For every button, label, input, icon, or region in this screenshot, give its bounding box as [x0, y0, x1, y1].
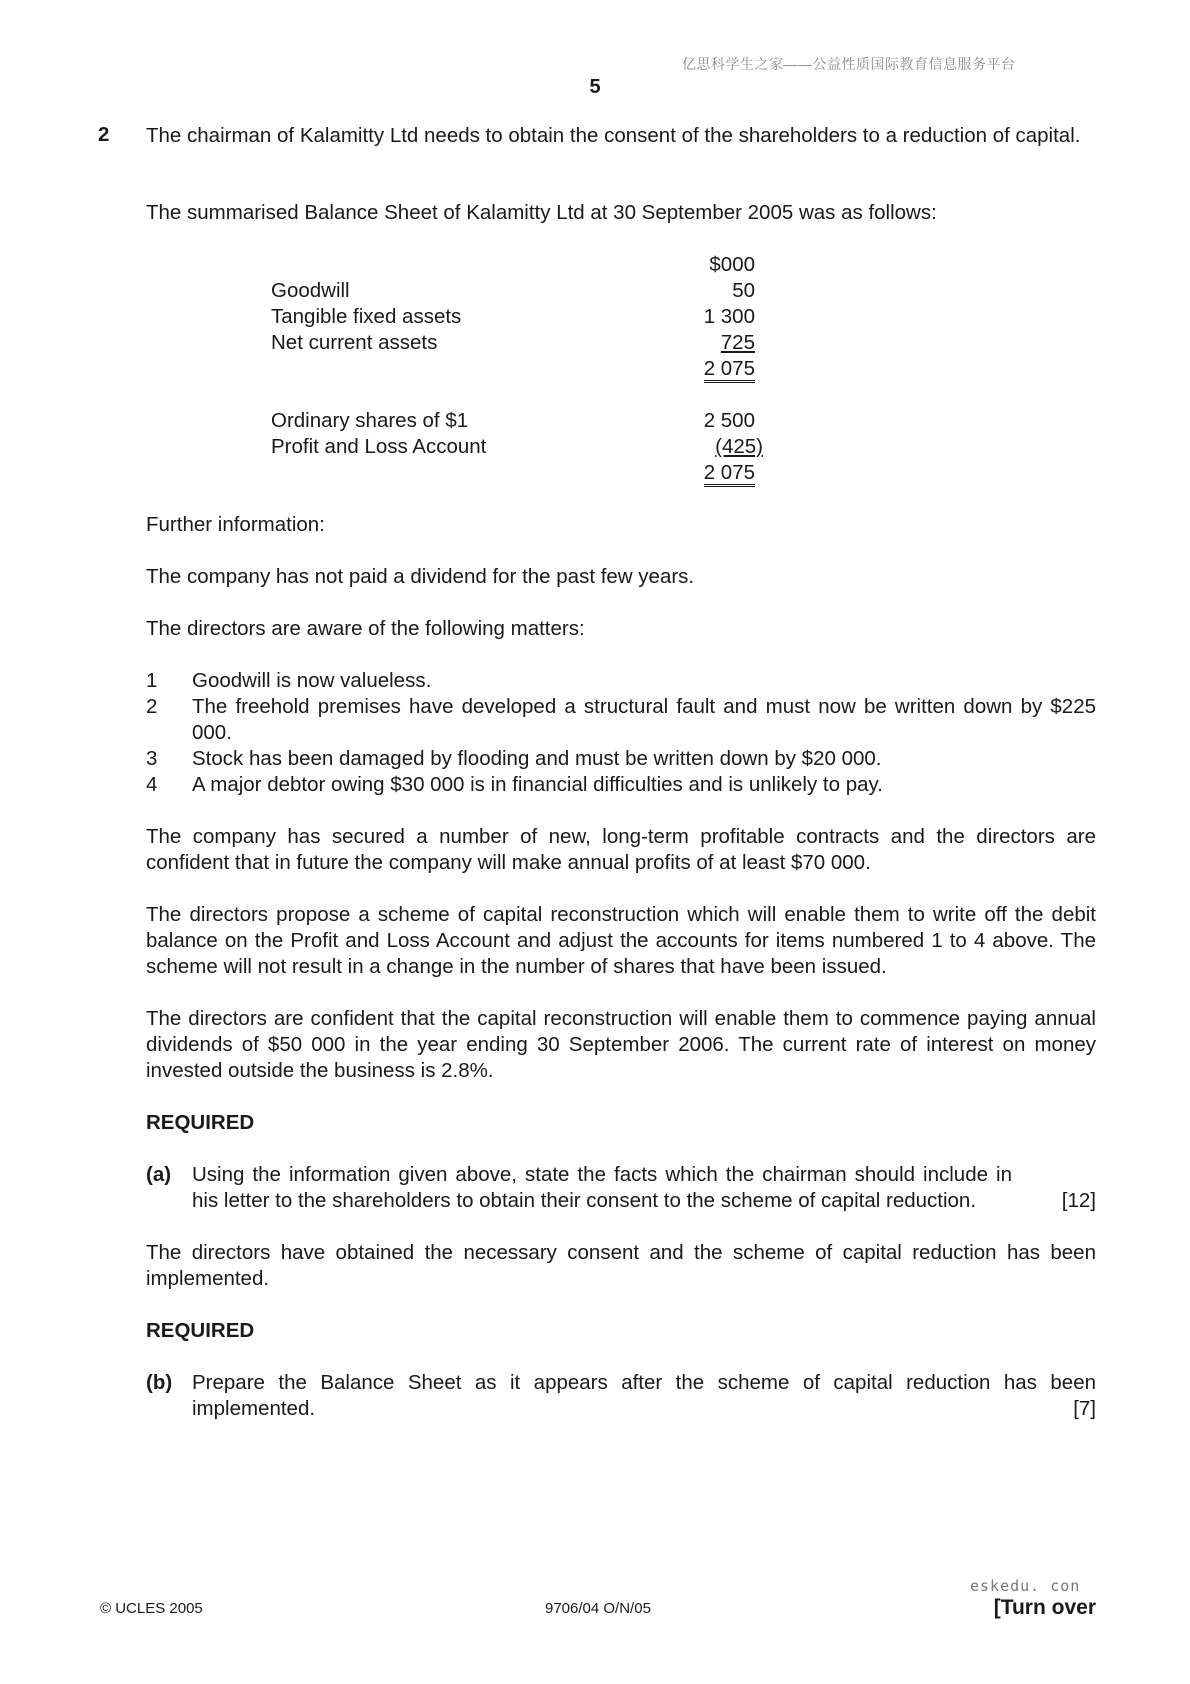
- contracts-paragraph: The company has secured a number of new, long-term profitable contracts and the directors are confident that in future the company will make annual profits of at least $70 000.: [146, 825, 1096, 874]
- required-heading-a: REQUIRED: [146, 1111, 255, 1134]
- list-item-text: A major debtor owing $30 000 is in financial difficulties and is unlikely to pay.: [192, 773, 883, 796]
- footer-code: 9706/04 O/N/05: [545, 1600, 651, 1617]
- footer-site-watermark: eskedu. con: [970, 1577, 1081, 1595]
- capital-total: 2 075: [704, 461, 755, 487]
- part-a-text-wrap: [192, 1162, 1096, 1214]
- page-number: 5: [589, 76, 601, 98]
- asset-label-goodwill: Goodwill: [271, 279, 350, 302]
- balance-sheet-intro: The summarised Balance Sheet of Kalamitty Ltd at 30 September 2005 was as follows:: [146, 201, 937, 224]
- required-heading-b: REQUIRED: [146, 1319, 255, 1342]
- asset-amount-goodwill: 50: [732, 279, 755, 302]
- list-item-number: 2: [146, 695, 158, 718]
- consent-paragraph: The directors have obtained the necessary consent and the scheme of capital reduction has been implemented.: [146, 1241, 1096, 1290]
- list-item-text: Goodwill is now valueless.: [192, 669, 432, 692]
- footer-copyright: © UCLES 2005: [100, 1600, 203, 1617]
- assets-total-wrap: [640, 356, 755, 382]
- assets-total: 2 075: [704, 357, 755, 383]
- asset-label-net-current: Net current assets: [271, 331, 438, 354]
- currency-header: $000: [709, 253, 755, 276]
- capital-amount-pl-wrap: [640, 434, 763, 460]
- no-dividend-text: The company has not paid a dividend for the past few years.: [146, 565, 695, 588]
- asset-amount-net-current-wrap: [640, 330, 755, 356]
- asset-label-tangible: Tangible fixed assets: [271, 305, 462, 328]
- dividends-paragraph: The directors are confident that the capital reconstruction will enable them to commence paying annual dividends of $50 000 in the year ending 30 September 2006. The current rate of interest on money invested outside the business is 2.8%.: [146, 1007, 1096, 1082]
- list-item-number: 4: [146, 773, 158, 796]
- scheme-paragraph: The directors propose a scheme of capital reconstruction which will enable them to write off the debit balance on the Profit and Loss Account and adjust the accounts for items numbered 1 to 4 above. The scheme will not result in a change in the number of shares that have been issued.: [146, 903, 1096, 978]
- part-b-marks: [7]: [1073, 1397, 1096, 1420]
- part-a-label: (a): [146, 1163, 172, 1186]
- turn-over-label: [Turn over: [993, 1596, 1096, 1619]
- list-item-number: 1: [146, 669, 158, 692]
- list-item-number: 3: [146, 747, 158, 770]
- capital-total-wrap: [640, 460, 755, 486]
- capital-label-shares: Ordinary shares of $1: [271, 409, 469, 432]
- header-watermark: 亿思科学生之家——公益性质国际教育信息服务平台: [682, 56, 1016, 72]
- capital-label-pl: Profit and Loss Account: [271, 435, 487, 458]
- list-item-text: The freehold premises have developed a structural fault and must now be written down by $225 000.: [192, 695, 1096, 744]
- further-info-heading: Further information:: [146, 513, 325, 536]
- asset-amount-tangible: 1 300: [703, 305, 755, 328]
- part-b-text: Prepare the Balance Sheet as it appears after the scheme of capital reduction has been implemented.: [192, 1371, 1096, 1420]
- part-a-text: Using the information given above, state the facts which the chairman should include in his letter to the shareholders to obtain their consent to the scheme of capital reduction.: [192, 1163, 1012, 1212]
- list-item-text: Stock has been damaged by flooding and must be written down by $20 000.: [192, 747, 882, 770]
- part-a-marks: [12]: [1061, 1189, 1096, 1212]
- question-intro: The chairman of Kalamitty Ltd needs to obtain the consent of the shareholders to a reduction of capital.: [146, 124, 1081, 147]
- directors-aware-text: The directors are aware of the following matters:: [146, 617, 585, 640]
- capital-amount-shares: 2 500: [703, 409, 755, 432]
- capital-amount-pl: (425): [715, 435, 763, 458]
- part-b-label: (b): [146, 1371, 173, 1394]
- question-number: 2: [98, 123, 110, 146]
- asset-amount-net-current: 725: [720, 331, 755, 354]
